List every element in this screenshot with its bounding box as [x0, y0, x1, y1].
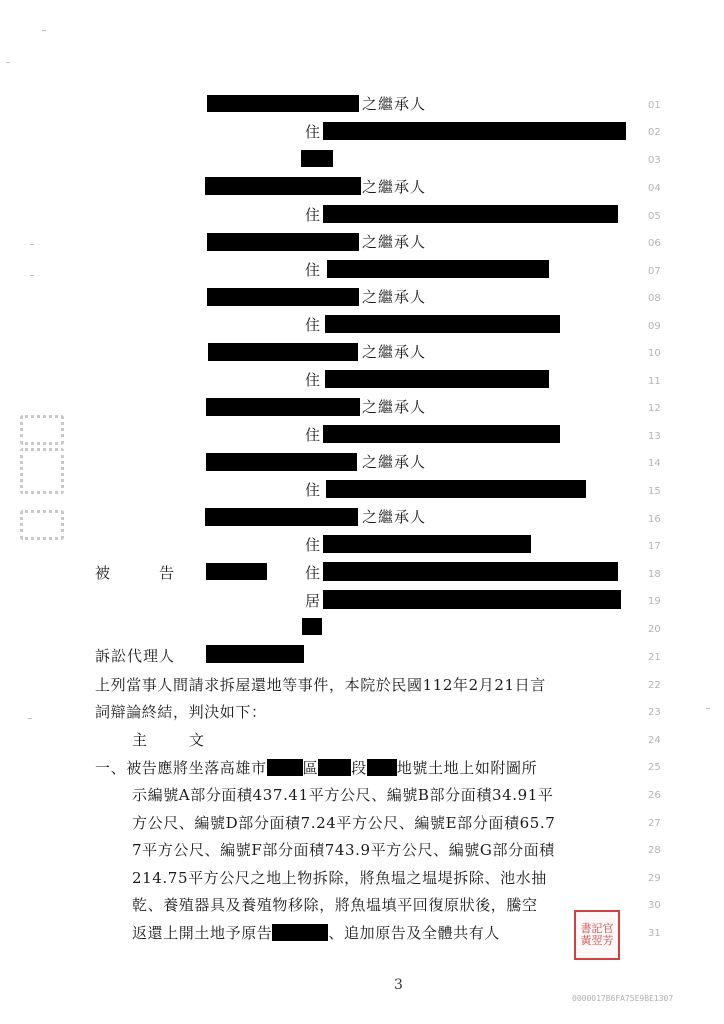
redaction-bar — [325, 315, 560, 333]
page-number: 3 — [394, 977, 403, 993]
redaction-bar — [302, 618, 322, 635]
redaction-bar — [206, 645, 304, 663]
line-number: 15 — [648, 486, 661, 497]
successor-label: 之繼承人 — [362, 508, 427, 526]
successor-label: 之繼承人 — [362, 95, 427, 113]
line-number: 28 — [648, 845, 661, 856]
successor-label: 之繼承人 — [362, 398, 427, 416]
redaction-bar — [323, 535, 531, 553]
line-number: 20 — [648, 624, 661, 635]
line-number: 17 — [648, 541, 661, 552]
redaction-bar — [326, 480, 586, 498]
item1-district: 區 — [302, 759, 319, 777]
judgment-line-28: 7平方公尺、編號F部分面積743.9平方公尺、編號G部分面積 — [132, 841, 555, 859]
judgment-line-26: 示編號A部分面積437.41平方公尺、編號B部分面積34.91平 — [132, 786, 554, 804]
successor-label: 之繼承人 — [362, 453, 427, 471]
line-number: 13 — [648, 431, 661, 442]
scan-speck — [30, 244, 34, 245]
scan-speck — [28, 718, 32, 719]
successor-label: 之繼承人 — [362, 288, 427, 306]
address-label: 住 — [305, 206, 322, 224]
residence-label: 居 — [305, 592, 322, 610]
redaction-bar — [207, 233, 359, 251]
intro-line-2: 詞辯論終結，判決如下： — [95, 703, 267, 721]
redaction-bar — [206, 398, 360, 416]
redaction-bar — [208, 343, 358, 361]
redaction-bar — [327, 260, 549, 278]
line-number: 04 — [648, 183, 661, 194]
binding-hole — [20, 448, 64, 494]
judgment-line-30: 乾、養殖器具及養殖物移除，將魚塭填平回復原狀後，騰空 — [132, 896, 538, 914]
line-number: 22 — [648, 680, 661, 691]
defendant-label: 被 告 — [95, 564, 176, 582]
line-number: 11 — [648, 376, 661, 387]
line-number: 31 — [648, 928, 661, 939]
clerk-seal-stamp: 書記官黃翌芳 — [574, 910, 620, 960]
line-number: 29 — [648, 873, 661, 884]
redaction-bar — [323, 590, 621, 609]
item1-section: 段 — [351, 759, 367, 777]
judgment-item-1-line-25 — [95, 759, 537, 777]
section-heading: 主 文 — [132, 731, 209, 749]
redaction-bar — [206, 453, 357, 471]
line-number: 09 — [648, 321, 661, 332]
line-number: 12 — [648, 403, 661, 414]
item1-rest: 地號土地上如附圖所 — [396, 759, 538, 777]
line31-part-a: 返還上開土地予原告 — [132, 924, 273, 942]
redaction-inline — [272, 924, 328, 941]
redaction-bar — [323, 425, 560, 443]
attorney-label: 訴訟代理人 — [95, 647, 176, 665]
line-number: 19 — [648, 596, 661, 607]
address-label: 住 — [305, 536, 322, 554]
document-code: 0000017B6FA75E9BE1307 — [572, 994, 674, 1003]
line-number: 06 — [648, 238, 661, 249]
successor-label: 之繼承人 — [362, 343, 427, 361]
line-number: 02 — [648, 127, 661, 138]
address-label: 住 — [305, 371, 322, 389]
address-label: 住 — [305, 123, 322, 141]
redaction-bar — [323, 122, 626, 140]
redaction-bar — [301, 150, 333, 167]
line-number: 26 — [648, 790, 661, 801]
redaction-bar — [205, 508, 358, 526]
line-number: 24 — [648, 735, 661, 746]
redaction-bar — [323, 562, 618, 581]
binding-hole — [20, 415, 64, 445]
redaction-inline — [318, 759, 351, 776]
judgment-line-27: 方公尺、編號D部分面積7.24平方公尺、編號E部分面積65.7 — [132, 814, 556, 832]
line-number: 08 — [648, 293, 661, 304]
line-number: 07 — [648, 266, 661, 277]
line31-part-b: 、追加原告及全體共有人 — [328, 924, 501, 942]
address-label: 住 — [305, 316, 322, 334]
scan-speck — [42, 30, 46, 31]
scan-speck — [706, 708, 710, 709]
successor-label: 之繼承人 — [362, 178, 427, 196]
line-number: 23 — [648, 707, 661, 718]
line-number: 01 — [648, 100, 661, 111]
judgment-line-29: 214.75平方公尺之地上物拆除，將魚塭之塭堤拆除、池水抽 — [132, 869, 547, 887]
line-number: 27 — [648, 818, 661, 829]
address-label: 住 — [305, 426, 322, 444]
line-number: 03 — [648, 155, 661, 166]
line-number: 18 — [648, 569, 661, 580]
redaction-bar — [207, 95, 359, 112]
line-number: 05 — [648, 211, 661, 222]
line-number: 21 — [648, 652, 661, 663]
address-label: 住 — [305, 261, 322, 279]
address-label: 住 — [305, 481, 322, 499]
binding-hole — [20, 510, 64, 540]
item1-prefix: 一、被告應將坐落高雄市 — [95, 759, 267, 777]
line-number: 14 — [648, 458, 661, 469]
scan-speck — [6, 62, 10, 63]
successor-label: 之繼承人 — [362, 233, 427, 251]
line-number: 16 — [648, 514, 661, 525]
redaction-bar — [205, 177, 361, 195]
scan-speck — [30, 275, 34, 276]
redaction-inline — [367, 759, 397, 776]
line-number: 10 — [648, 348, 661, 359]
redaction-bar — [325, 370, 549, 388]
redaction-bar — [323, 205, 618, 223]
judgment-line-31 — [132, 924, 500, 942]
address-label: 住 — [305, 564, 322, 582]
intro-line-1: 上列當事人間請求拆屋還地等事件，本院於民國112年2月21日言 — [95, 676, 546, 694]
line-number: 25 — [648, 762, 661, 773]
redaction-inline — [267, 759, 303, 776]
redaction-bar — [206, 563, 267, 580]
redaction-bar — [207, 288, 359, 306]
line-number: 30 — [648, 900, 661, 911]
